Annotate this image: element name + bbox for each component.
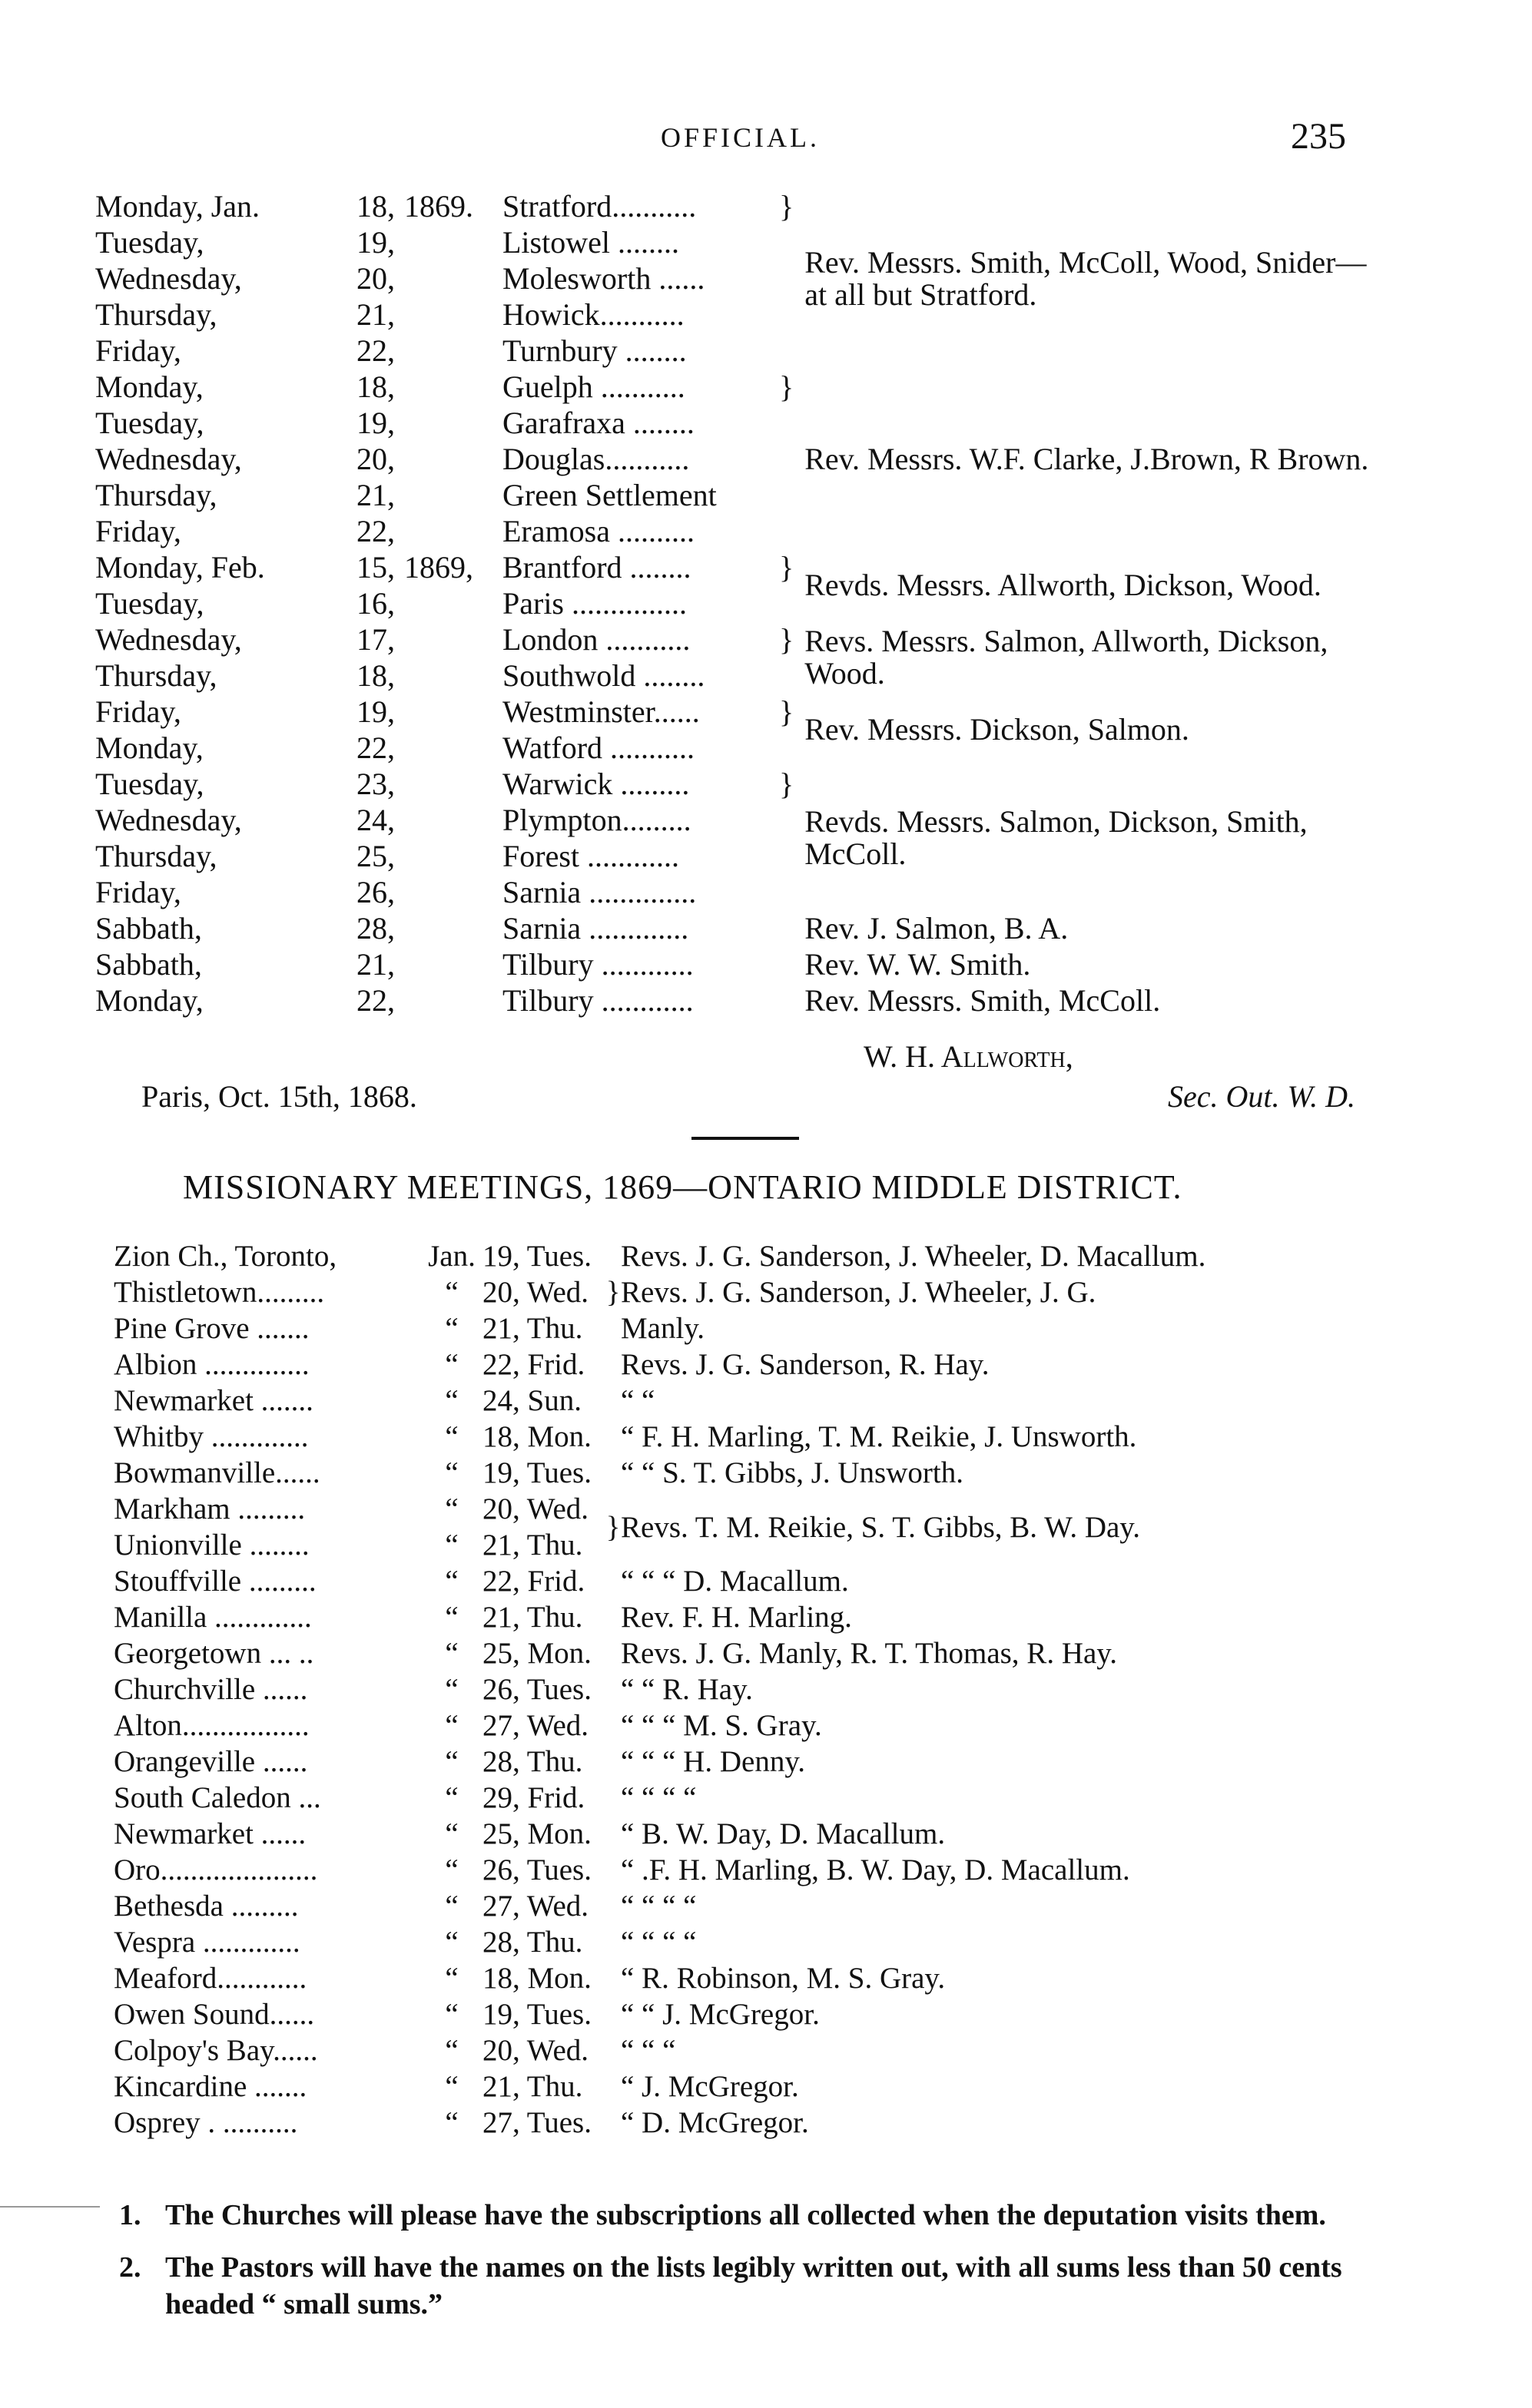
table-row: Wednesday, 20, Douglas........... bbox=[95, 442, 690, 476]
table-row: Unionville ........ “ 21, Thu. bbox=[114, 1529, 583, 1562]
brace: } bbox=[779, 694, 794, 729]
table-row: Markham ......... “ 20, Wed. } Revs. T. M. Reikie, S. T. Gibbs, B. W. Day. bbox=[114, 1491, 1389, 1527]
table-row: Pine Grove ....... “ 21, Thu. Manly. bbox=[114, 1312, 705, 1345]
place-date: Paris, Oct. 15th, 1868. bbox=[141, 1079, 417, 1114]
table-row: Tuesday, 19, Garafraxa ........ bbox=[95, 406, 695, 440]
brace: } bbox=[779, 189, 794, 224]
table-row: Monday, 22, Watford ........... bbox=[95, 730, 695, 765]
table-row: Albion .............. “ 22, Frid. Revs. J. G. Sanderson, R. Hay. bbox=[114, 1348, 990, 1381]
table-row: Zion Ch., Toronto, Jan. 19, Tues. Revs. J. G. Sanderson, J. Wheeler, D. Macallum. bbox=[114, 1240, 1206, 1273]
table-row: Monday, Feb. 15, 1869, Brantford ........ } Revds. Messrs. Allworth, Dickson, Wood. bbox=[95, 549, 1373, 585]
table-row: Stouffville ......... “ 22, Frid. “ “ “ D. Macallum. bbox=[114, 1565, 849, 1598]
section-divider bbox=[691, 1137, 799, 1140]
running-title: OFFICIAL. bbox=[661, 122, 821, 153]
table-row: Tuesday, 23, Warwick ......... } Revds. Messrs. Salmon, Dickson, Smith, McColl. bbox=[95, 766, 1373, 802]
deputation-cell: Rev. Messrs. Smith, McColl. bbox=[804, 982, 1161, 1018]
note-item: 2. The Pastors will have the names on the lists legibly written out, with all sums less than 50 cents headed “ small sums.” bbox=[119, 2251, 1342, 2320]
table-row: Sabbath, 21, Tilbury ............ Rev. W. W. Smith. bbox=[95, 946, 1373, 982]
notes bbox=[119, 2197, 1387, 2338]
brace: } bbox=[605, 1276, 621, 1309]
signature-block bbox=[95, 1038, 1355, 1123]
table-row: Wednesday, 20, Molesworth ...... bbox=[95, 261, 705, 296]
page-header bbox=[0, 116, 1532, 167]
table-row: Meaford............ “ 18, Mon. “ R. Robinson, M. S. Gray. bbox=[114, 1962, 946, 1995]
deputation-cell: Revds. Messrs. Salmon, Dickson, Smith, McColl. bbox=[804, 804, 1308, 871]
table-row: Newmarket ...... “ 25, Mon. “ B. W. Day, D. Macallum. bbox=[114, 1817, 946, 1850]
section-heading: MISSIONARY MEETINGS, 1869—ONTARIO MIDDLE DISTRICT. bbox=[183, 1168, 1182, 1206]
table-row: Thursday, 25, Forest ............ bbox=[95, 839, 679, 873]
table-row: Newmarket ....... “ 24, Sun. “ “ bbox=[114, 1384, 655, 1417]
table-row: Thistletown......... “ 20, Wed. } Revs. J. G. Sanderson, J. Wheeler, J. G. bbox=[114, 1276, 1096, 1309]
deputation-cell: Rev. Messrs. Smith, McColl, Wood, Snider—at all but Stratford. bbox=[804, 244, 1367, 312]
brace: } bbox=[605, 1510, 621, 1544]
deputation-cell: Rev. J. Salmon, B. A. bbox=[804, 910, 1069, 946]
page-number: 235 bbox=[1291, 116, 1346, 157]
table-row: Friday, 19, Westminster...... } Rev. Messrs. Dickson, Salmon. bbox=[95, 694, 1373, 730]
table-row: Osprey . .......... “ 27, Tues. “ D. McGregor. bbox=[114, 2106, 809, 2139]
table-row: Alton................. “ 27, Wed. “ “ “ M. S. Gray. bbox=[114, 1709, 822, 1742]
table-row: Whitby ............. “ 18, Mon. “ F. H. Marling, T. M. Reikie, J. Unsworth. bbox=[114, 1420, 1137, 1453]
table-row: Bethesda ......... “ 27, Wed. “ “ “ “ bbox=[114, 1890, 697, 1923]
table-row: Monday, 22, Tilbury ............ Rev. Messrs. Smith, McColl. bbox=[95, 982, 1373, 1019]
table-row: Vespra ............. “ 28, Thu. “ “ “ “ bbox=[114, 1926, 697, 1959]
note-item: 1. The Churches will please have the subscriptions all collected when the deputation visits them. bbox=[119, 2199, 1326, 2231]
brace: } bbox=[779, 369, 794, 404]
deputation-cell: Revs. Messrs. Salmon, Allworth, Dickson, Wood. bbox=[804, 624, 1328, 691]
brace: } bbox=[779, 767, 794, 801]
table-row: Owen Sound...... “ 19, Tues. “ “ J. McGregor. bbox=[114, 1998, 820, 2031]
table-row: Wednesday, 17, London ........... } Revs. Messrs. Salmon, Allworth, Dickson, Wood. bbox=[95, 621, 1373, 657]
deputation-cell: Rev. Messrs. Dickson, Salmon. bbox=[804, 712, 1189, 747]
brace: } bbox=[779, 622, 794, 657]
margin-mark bbox=[0, 2206, 100, 2208]
schedule-table-1 bbox=[95, 188, 1373, 1019]
schedule-table-2 bbox=[114, 1238, 1389, 2141]
signatory-name: W. H. Allworth, bbox=[864, 1039, 1073, 1074]
table-row: Wednesday, 24, Plympton......... bbox=[95, 803, 691, 837]
table-row: Kincardine ....... “ 21, Thu. “ J. McGregor. bbox=[114, 2070, 799, 2103]
table-row: Thursday, 21, Green Settlement bbox=[95, 478, 717, 512]
table-row: Colpoy's Bay...... “ 20, Wed. “ “ “ bbox=[114, 2034, 676, 2067]
table-row: Sabbath, 28, Sarnia ............. Rev. J. Salmon, B. A. bbox=[95, 910, 1373, 946]
table-row: Friday, 22, Turnbury ........ bbox=[95, 333, 687, 368]
table-row: Monday, 18, Guelph ........... } Rev. Messrs. W.F. Clarke, J.Brown, R Brown. bbox=[95, 369, 1373, 405]
table-row: Thursday, 18, Southwold ........ bbox=[95, 658, 705, 693]
table-row: Tuesday, 16, Paris ............... bbox=[95, 586, 687, 621]
table-row: Friday, 22, Eramosa .......... bbox=[95, 514, 695, 548]
deputation-cell: Revds. Messrs. Allworth, Dickson, Wood. bbox=[804, 568, 1321, 602]
table-row: Bowmanville...... “ 19, Tues. “ “ S. T. Gibbs, J. Unsworth. bbox=[114, 1456, 963, 1489]
table-row: Friday, 26, Sarnia .............. bbox=[95, 875, 697, 909]
table-row: Tuesday, 19, Listowel ........ bbox=[95, 225, 679, 260]
table-row: Oro..................... “ 26, Tues. “ .F. H. Marling, B. W. Day, D. Macallum. bbox=[114, 1853, 1130, 1886]
table-row: Monday, Jan. 18, 1869. Stratford........... } Rev. Messrs. Smith, McColl, Wood, Snider—at all but Stratford. bbox=[95, 188, 1373, 224]
table-row: South Caledon ... “ 29, Frid. “ “ “ “ bbox=[114, 1781, 697, 1814]
table-row: Churchville ...... “ 26, Tues. “ “ R. Hay. bbox=[114, 1673, 753, 1706]
deputation-cell: Rev. Messrs. W.F. Clarke, J.Brown, R Brown. bbox=[804, 441, 1369, 476]
table-row: Georgetown ... .. “ 25, Mon. Revs. J. G. Manly, R. T. Thomas, R. Hay. bbox=[114, 1637, 1118, 1670]
deputation-cell: Rev. W. W. Smith. bbox=[804, 946, 1031, 982]
table-row: Orangeville ...... “ 28, Thu. “ “ “ H. Denny. bbox=[114, 1745, 806, 1778]
table-row: Thursday, 21, Howick........... bbox=[95, 297, 685, 332]
signatory-role: Sec. Out. W. D. bbox=[1167, 1079, 1355, 1114]
brace: } bbox=[779, 550, 794, 585]
table-row: Manilla ............. “ 21, Thu. Rev. F. H. Marling. bbox=[114, 1601, 852, 1634]
